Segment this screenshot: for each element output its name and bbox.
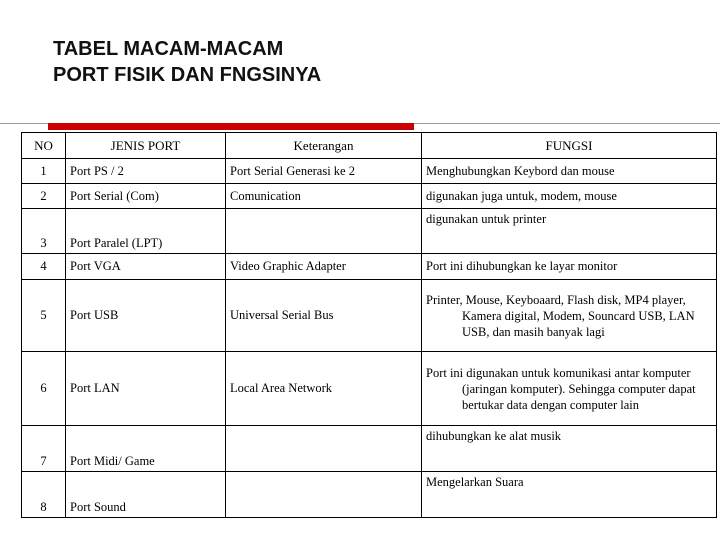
table-header-row [22, 133, 717, 159]
cell-no: 4 [22, 254, 66, 280]
cell-no: 2 [22, 184, 66, 209]
cell-no: 1 [22, 159, 66, 184]
cell-no: 8 [22, 472, 66, 518]
cell-no: 6 [22, 352, 66, 426]
cell-fungsi: Printer, Mouse, Keyboaard, Flash disk, MP4 player, Kamera digital, Modem, Souncard USB, LAN USB, dan masih banyak lagi [422, 280, 717, 352]
cell-keterangan: Universal Serial Bus [226, 280, 422, 352]
table-row [22, 159, 717, 184]
cell-keterangan: Comunication [226, 184, 422, 209]
cell-no: 7 [22, 426, 66, 472]
cell-keterangan [226, 209, 422, 254]
cell-jenis-port: Port Sound [66, 472, 226, 518]
cell-jenis-port: Port USB [66, 280, 226, 352]
cell-fungsi: Mengelarkan Suara [422, 472, 717, 518]
header-no: NO [22, 133, 66, 159]
cell-no: 3 [22, 209, 66, 254]
cell-jenis-port: Port Paralel (LPT) [66, 209, 226, 254]
cell-keterangan [226, 426, 422, 472]
cell-jenis-port: Port Serial (Com) [66, 184, 226, 209]
cell-keterangan: Video Graphic Adapter [226, 254, 422, 280]
cell-fungsi: Port ini dihubungkan ke layar monitor [422, 254, 717, 280]
table-row [22, 280, 717, 352]
cell-jenis-port: Port PS / 2 [66, 159, 226, 184]
cell-keterangan: Local Area Network [226, 352, 422, 426]
table-row [22, 254, 717, 280]
table-row [22, 352, 717, 426]
header-fungsi: FUNGSI [422, 133, 717, 159]
accent-bar [48, 123, 414, 130]
title-line-1: TABEL MACAM-MACAM [53, 38, 284, 60]
port-table [21, 132, 717, 518]
table-row [22, 426, 717, 472]
cell-jenis-port: Port LAN [66, 352, 226, 426]
header-keterangan: Keterangan [226, 133, 422, 159]
cell-fungsi: digunakan untuk printer [422, 209, 717, 254]
cell-keterangan [226, 472, 422, 518]
table-row [22, 472, 717, 518]
cell-fungsi: Port ini digunakan untuk komunikasi antar komputer (jaringan komputer). Sehingga computer dapat bertukar data dengan computer lain [422, 352, 717, 426]
table-row [22, 184, 717, 209]
cell-no: 5 [22, 280, 66, 352]
cell-fungsi: Menghubungkan Keybord dan mouse [422, 159, 717, 184]
slide-title [53, 36, 321, 88]
table-row [22, 209, 717, 254]
cell-jenis-port: Port Midi/ Game [66, 426, 226, 472]
cell-keterangan: Port Serial Generasi ke 2 [226, 159, 422, 184]
title-line-2: PORT FISIK DAN FNGSINYA [53, 64, 322, 86]
cell-fungsi: digunakan juga untuk, modem, mouse [422, 184, 717, 209]
cell-fungsi: dihubungkan ke alat musik [422, 426, 717, 472]
header-jenis-port: JENIS PORT [66, 133, 226, 159]
cell-jenis-port: Port VGA [66, 254, 226, 280]
